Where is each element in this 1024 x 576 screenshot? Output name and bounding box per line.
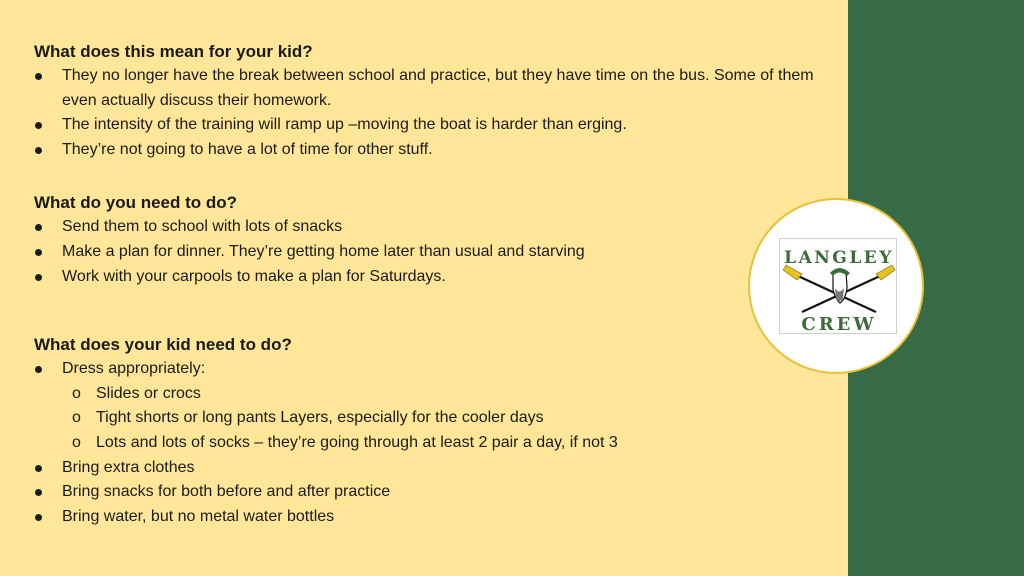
bullet-dot-icon [35,514,42,521]
bullet-item [34,480,814,505]
bullet-dot-icon [35,73,42,80]
bullet-dot-icon [35,224,42,231]
bullet-text: Bring extra clothes [62,458,195,476]
spacer [34,162,814,191]
logo-frame [779,238,897,334]
bullet-item [34,357,814,455]
bullet-dot-icon [35,489,42,496]
bullet-text: Bring snacks for both before and after practice [62,483,391,501]
bullet-item [34,64,814,113]
section-heading: What does your kid need to do? [34,335,292,355]
bullet-text: They’re not going to have a lot of time for other stuff. [62,140,433,158]
sub-bullet-text: Lots and lots of socks – they’re going through at least 2 pair a day, if not 3 [96,433,618,451]
slide-content [34,40,814,529]
bullet-text: Send them to school with lots of snacks [62,218,343,236]
bullet-item [34,240,814,265]
sub-bullet-list [62,382,814,456]
bullet-list [34,215,814,289]
logo-text-top: LANGLEY [784,248,894,268]
bullet-item [34,138,814,163]
bullet-item [34,265,814,290]
section-kid-meaning [34,40,814,162]
sub-bullet-marker: o [72,384,81,402]
langley-crew-logo [748,198,924,374]
bullet-dot-icon [35,122,42,129]
spacer [34,289,814,333]
bullet-dot-icon [35,274,42,281]
bullet-text: They no longer have the break between school and practice, but they have time on the bus. Some of them even actually discuss their homework. [62,67,814,109]
bullet-dot-icon [35,147,42,154]
bullet-dot-icon [35,465,42,472]
bullet-dot-icon [35,366,42,373]
sub-bullet-marker: o [72,433,81,451]
section-heading: What do you need to do? [34,193,238,213]
logo-text-bottom: CREW [801,314,877,335]
bullet-item [34,215,814,240]
bullet-item [34,505,814,530]
bullet-text: Make a plan for dinner. They’re getting home later than usual and starving [62,242,585,260]
section-parent-todo [34,191,814,289]
bullet-text: Bring water, but no metal water bottles [62,507,335,525]
crossed-oars-viking-icon [780,239,898,335]
sub-bullet-text: Tight shorts or long pants Layers, especially for the cooler days [96,409,544,427]
section-heading: What does this mean for your kid? [34,42,313,61]
bullet-item [34,456,814,481]
sub-bullet-marker: o [72,409,81,427]
sub-bullet-item [62,431,814,456]
bullet-text: Dress appropriately: [62,360,206,378]
section-kid-todo [34,333,814,529]
sub-bullet-item [62,406,814,431]
bullet-list [34,357,814,529]
bullet-text: Work with your carpools to make a plan for Saturdays. [62,267,446,285]
bullet-dot-icon [35,249,42,256]
bullet-list [34,64,814,162]
bullet-item [34,113,814,138]
sub-bullet-text: Slides or crocs [96,384,201,402]
bullet-text: The intensity of the training will ramp up –moving the boat is harder than erging. [62,116,627,134]
sub-bullet-item [62,382,814,407]
